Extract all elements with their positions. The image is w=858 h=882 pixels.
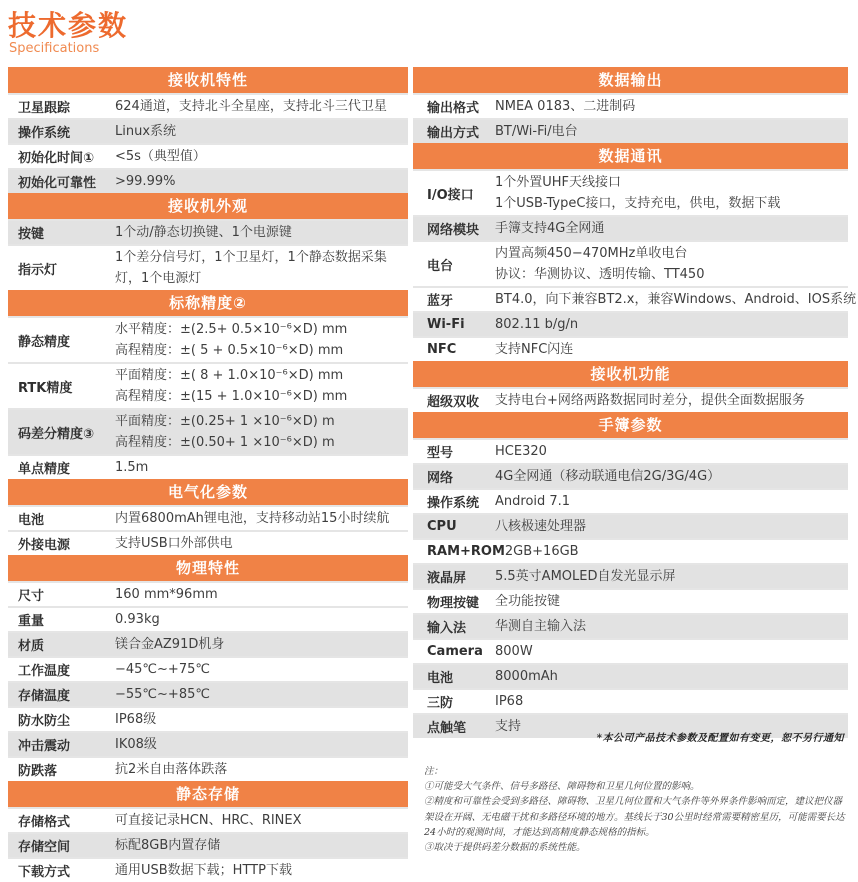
table-row [8,681,408,706]
row-label: 网络模块 [427,223,480,238]
table-row [413,538,848,563]
row-value [495,288,858,311]
row-value [115,221,408,244]
row-value-line: 624通道，支持北斗全星座，支持北斗三代卫星 [115,99,387,114]
row-value [115,507,408,530]
table-header: 物理特性 [8,555,408,581]
table-row [8,118,408,143]
row-value-line: NMEA 0183、二进制码 [495,99,636,114]
row-value-line: 平面精度：±( 8 + 1.0×10⁻⁶×D) mm [115,368,344,383]
row-label: 物理按键 [427,596,480,611]
row-label: CPU [427,519,457,534]
row-value-line: 内置高频450−470MHz单收电台 [495,246,688,261]
row-label: 电池 [18,513,45,528]
row-value-line: 通用USB数据下载；HTTP下载 [115,863,292,878]
row-value-line: 镁合金AZ91D机身 [115,637,225,652]
row-value [495,242,848,286]
spec-table [413,143,857,361]
note-heading: 注： [424,766,444,777]
table-row [413,488,848,513]
row-label: 存储空间 [18,840,71,855]
row-value [495,690,848,713]
table-row [413,215,848,240]
row-label: 液晶屏 [427,571,467,586]
table-row [8,807,408,832]
row-value [115,120,408,143]
row-label: 指示灯 [18,262,58,278]
note-1: ①可能受大气条件、信号多路径、障碍物和卫星几何位置的影响。 [424,781,700,793]
row-value-line: 支持电台+网络两路数据同时差分，提供全面数据服务 [495,393,805,408]
table-row [8,316,408,362]
row-value-line: 协议：华测协议、透明传输、TT450 [495,267,705,282]
row-value-line: 支持NFC闪连 [495,342,574,357]
table-row [8,454,408,479]
row-value [115,758,408,781]
table-header: 静态存储 [8,781,408,807]
row-value [115,246,408,290]
page-subtitle: Specifications [9,41,100,56]
table-row [8,219,408,244]
row-value-line: Android 7.1 [495,494,571,509]
row-label: 点触笔 [427,721,467,736]
row-value-line: 平面精度：±(0.25+ 1 ×10⁻⁶×D) m [115,414,335,429]
table-row [8,606,408,631]
table-header: 接收机功能 [413,361,848,387]
row-value-line: 全功能按键 [495,594,561,609]
table-row [8,143,408,168]
table-header: 手簿参数 [413,412,848,438]
table-header: 数据通讯 [413,143,848,169]
row-value-line: 1个USB-TypeC接口，支持充电，供电，数据下载 [495,196,781,211]
table-row [8,168,408,193]
row-label: 网络 [427,471,454,486]
row-value [495,440,848,463]
row-label: 工作温度 [18,664,71,679]
row-value [115,859,408,882]
table-row [8,408,408,454]
spec-table [8,555,408,781]
table-header: 接收机特性 [8,67,408,93]
table-row [413,311,848,336]
right-column [413,67,857,738]
row-value-line: 支持USB口外部供电 [115,536,233,551]
table-row [8,857,408,882]
row-value-line: BT4.0，向下兼容BT2.x，兼容Windows、Android、IOS系统 [495,292,857,307]
row-value [115,834,408,857]
row-label: RTK精度 [18,380,73,396]
row-value [115,145,408,168]
row-label: 初始化时间① [18,151,95,166]
table-row [413,438,848,463]
row-value [495,565,848,588]
row-value-line: −45℃~+75℃ [115,662,210,677]
row-value-line: IP68级 [115,712,157,727]
row-value-line: −55℃~+85℃ [115,687,210,702]
row-value-line: 1个动/静态切换键、1个电源键 [115,225,292,240]
spec-table [8,67,408,193]
left-column [8,67,408,882]
row-value [115,532,408,555]
row-label: 尺寸 [18,589,45,604]
table-row [8,731,408,756]
row-label: 单点精度 [18,462,71,477]
table-row [413,688,848,713]
row-label: 输入法 [427,621,467,636]
table-row [8,93,408,118]
row-label: 电台 [427,258,454,274]
row-label: 输出格式 [427,101,480,116]
table-header: 标称精度② [8,290,408,316]
row-label: Wi-Fi [427,317,465,332]
row-value [495,665,848,688]
row-value-line: 高程精度：±( 5 + 0.5×10⁻⁶×D) mm [115,343,344,358]
row-value [495,590,848,613]
table-row [8,505,408,530]
table-row [413,463,848,488]
notes-block [424,764,845,855]
table-row [413,563,848,588]
table-header: 电气化参数 [8,479,408,505]
row-value [495,120,848,143]
row-label: 超级双收 [427,395,480,410]
table-header: 数据输出 [413,67,848,93]
row-value-line: 高程精度：±(0.50+ 1 ×10⁻⁶×D) m [115,435,335,450]
row-label: I/O接口 [427,187,474,203]
row-value-line: 802.11 b/g/n [495,317,579,332]
table-row [8,244,408,290]
row-value-line: 可直接记录HCN、HRC、RINEX [115,813,302,828]
row-value [115,95,408,118]
row-value-line: >99.99% [115,174,176,189]
row-label: 三防 [427,696,454,711]
row-value-line: 2GB+16GB [504,544,579,559]
row-value [495,515,848,538]
table-row [413,93,848,118]
row-label: 型号 [427,446,454,461]
row-value-line: Linux系统 [115,124,177,139]
row-value [495,95,848,118]
row-value-line: <5s（典型值） [115,149,206,164]
row-value [115,364,408,408]
row-value [115,633,408,656]
row-value [495,465,848,488]
spec-table [413,67,848,143]
row-value-line: 5.5英寸AMOLED自发光显示屏 [495,569,676,584]
note-2: ②精度和可靠性会受到多路径、障碍物、卫星几何位置和大气条件等外界条件影响而定，建议把仪器架设在开阔、无电磁干扰和多路径环境的地方。基线长于30公里时经常需要精密星历，可能需要长达24小时的观测时间，才能达到高精度静态规格的指标。 [424,796,845,838]
row-label: 存储温度 [18,689,71,704]
row-value [115,410,408,454]
row-value [495,389,848,412]
row-label: 材质 [18,639,45,654]
row-value [495,338,848,361]
row-value-line: 1个外置UHF天线接口 [495,175,622,190]
row-label: 静态精度 [18,334,71,350]
table-row [8,362,408,408]
row-value [115,583,408,606]
table-header: 接收机外观 [8,193,408,219]
row-label: 防水防尘 [18,714,71,729]
row-label: 初始化可靠性 [18,176,97,191]
table-row [413,336,848,361]
row-value [115,809,408,832]
row-label: 按键 [18,227,45,242]
row-value [495,490,848,513]
row-value [495,171,848,215]
row-label: 电池 [427,671,454,686]
row-label: 存储格式 [18,815,71,830]
row-label: 防跌落 [18,764,58,779]
row-value [115,608,408,631]
row-value [115,733,408,756]
row-value-line: 内置6800mAh锂电池，支持移动站15小时续航 [115,511,390,526]
table-row [413,240,848,286]
table-row [8,756,408,781]
spec-table [413,361,848,412]
row-label: 蓝牙 [427,294,454,309]
row-label: 卫星跟踪 [18,101,71,116]
table-row [413,588,848,613]
row-value-line: 1个差分信号灯，1个卫星灯，1个静态数据采集 [115,250,387,265]
row-value-line: 160 mm*96mm [115,587,218,602]
row-label: Camera [427,644,483,659]
table-row [413,663,848,688]
change-notice-footnote: *本公司产品技术参数及配置如有变更，恕不另行通知 [596,733,844,744]
row-value [115,318,408,362]
row-label: 外接电源 [18,538,71,553]
table-row [413,613,848,638]
row-value [115,683,408,706]
table-row [8,530,408,555]
row-label: NFC [427,342,457,357]
row-value-line: 手簿支持4G全网通 [495,221,605,236]
row-value [495,615,848,638]
row-label: 冲击震动 [18,739,71,754]
table-row [413,638,848,663]
table-row [8,832,408,857]
row-value-line: 高程精度：±(15 + 1.0×10⁻⁶×D) mm [115,389,348,404]
row-value-line: 华测自主输入法 [495,619,587,634]
table-row [413,118,848,143]
row-value-line: 800W [495,644,533,659]
spec-table [8,479,408,555]
row-value [115,708,408,731]
row-label: 操作系统 [427,496,480,511]
row-value-line: 8000mAh [495,669,558,684]
row-value-line: 标配8GB内置存储 [115,838,221,853]
note-3: ③取决于提供码差分数据的系统性能。 [424,841,586,853]
row-label: 输出方式 [427,126,480,141]
row-value [115,170,408,193]
spec-table [8,290,408,479]
table-row [8,656,408,681]
table-row [413,387,848,412]
row-value-line: 1.5m [115,460,149,475]
row-label: 下载方式 [18,865,71,880]
row-label: 码差分精度③ [18,426,95,442]
row-value-line: IK08级 [115,737,157,752]
row-label: 重量 [18,614,45,629]
table-row [413,513,848,538]
row-value-line: 灯，1个电源灯 [115,271,202,286]
row-value-line: 支持 [495,719,522,734]
row-value-line: IP68 [495,694,524,709]
row-value [495,313,848,336]
row-value [495,640,848,663]
spec-table [8,193,408,290]
row-value [505,540,848,563]
row-value-line: 4G全网通（移动联通电信2G/3G/4G） [495,469,721,484]
page-title: 技术参数 [8,9,129,42]
spec-table [413,412,848,738]
row-value [115,456,408,479]
row-value-line: 水平精度：±(2.5+ 0.5×10⁻⁶×D) mm [115,322,348,337]
spec-table [8,781,408,882]
row-value-line: 抗2米自由落体跌落 [115,762,228,777]
table-row [8,631,408,656]
row-value-line: BT/Wi-Fi/电台 [495,124,578,139]
row-value-line: 八核极速处理器 [495,519,587,534]
row-value-line: HCE320 [495,444,547,459]
table-row [8,581,408,606]
table-row [413,286,857,311]
table-row [413,169,848,215]
row-label: RAM+ROM [427,544,505,559]
row-value-line: 0.93kg [115,612,160,627]
row-value [115,658,408,681]
row-value [495,217,848,240]
row-label: 操作系统 [18,126,71,141]
table-row [8,706,408,731]
